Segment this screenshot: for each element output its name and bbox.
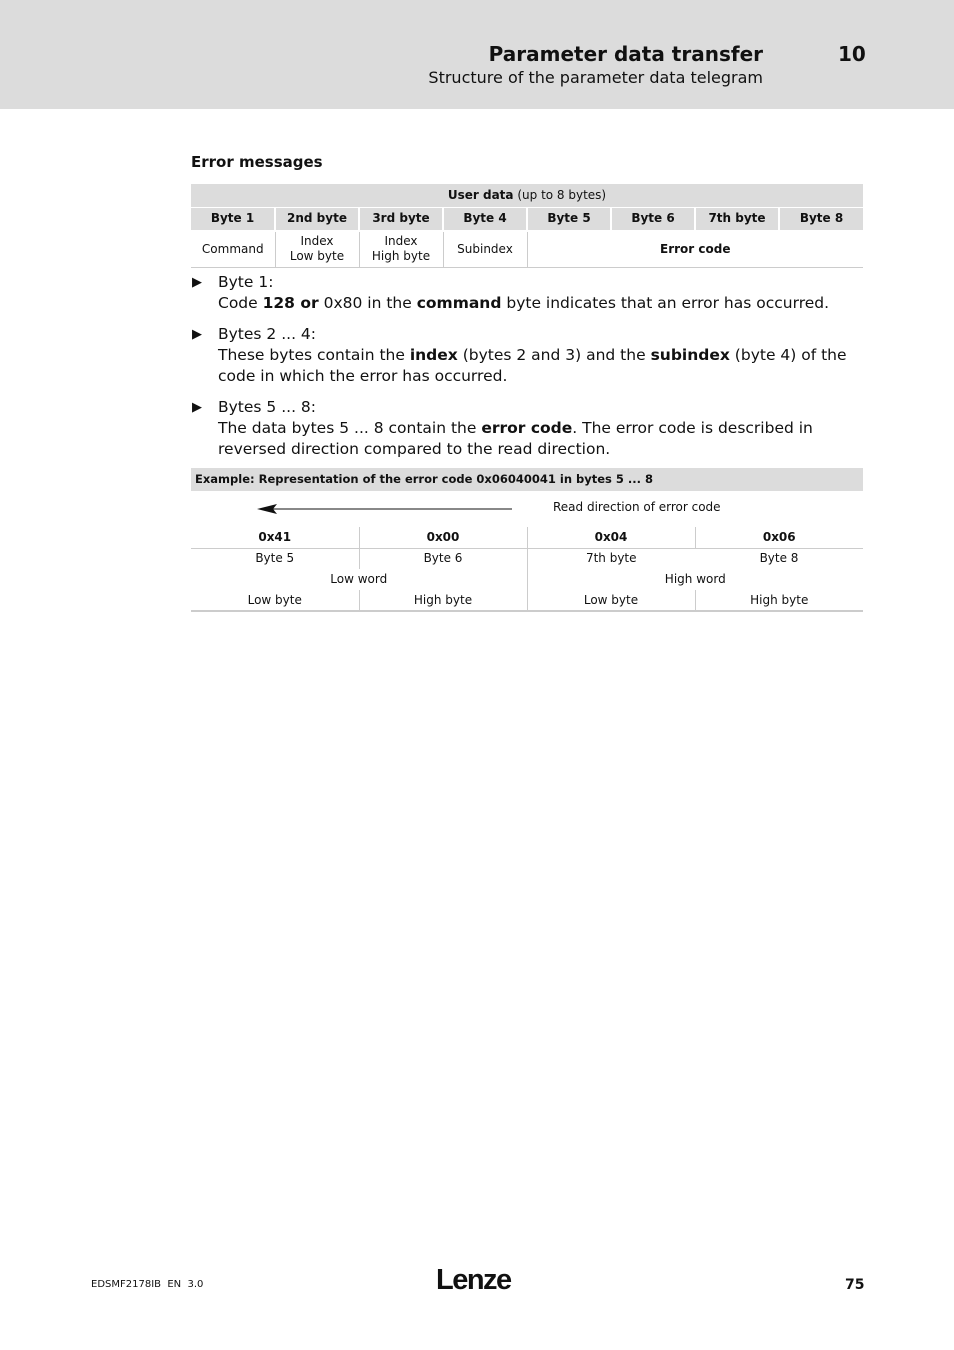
hex-value: 0x00 xyxy=(359,527,527,548)
triangle-bullet-icon: ▶ xyxy=(192,275,202,290)
example-bar: Example: Representation of the error code 0x06040041 in bytes 5 ... 8 xyxy=(191,468,863,491)
column-header: 2nd byte xyxy=(275,207,359,230)
page-number: 75 xyxy=(845,1277,865,1293)
list-item: ▶ Bytes 2 ... 4: These bytes contain the index (bytes 2 and 3) and the subindex (byte 4) of the code in which the error has occurred. xyxy=(192,325,847,385)
byte-label: 7th byte xyxy=(527,548,695,569)
column-header: Byte 5 xyxy=(527,207,611,230)
column-header: Byte 4 xyxy=(443,207,527,230)
error-code-example-table xyxy=(191,527,863,612)
chapter-title: Parameter data transfer xyxy=(488,42,763,66)
word-label: Low word xyxy=(330,572,388,586)
column-header: Byte 1 xyxy=(191,207,275,230)
cell-index-high: Index High byte xyxy=(359,232,443,267)
cell-subindex: Subindex xyxy=(443,232,527,267)
read-direction-label: Read direction of error code xyxy=(553,500,721,514)
column-header: 7th byte xyxy=(695,207,779,230)
column-header: 3rd byte xyxy=(359,207,443,230)
hex-value: 0x41 xyxy=(191,527,359,548)
list-item: ▶ Bytes 5 ... 8: The data bytes 5 ... 8 contain the error code. The error code is described in reversed direction compared to the read direction. xyxy=(192,398,813,458)
column-header: Byte 8 xyxy=(779,207,863,230)
byte-order-label: Low byte xyxy=(191,590,359,611)
header-band xyxy=(0,0,954,109)
arrow-left-icon xyxy=(257,500,512,518)
byte-label: Byte 5 xyxy=(255,551,295,566)
byte-label: Byte 6 xyxy=(359,548,527,569)
triangle-bullet-icon: ▶ xyxy=(192,327,202,342)
section-subtitle: Structure of the parameter data telegram xyxy=(428,68,763,87)
word-label: High word xyxy=(527,569,863,590)
table-caption: User data (up to 8 bytes) xyxy=(191,184,863,207)
chapter-number: 10 xyxy=(838,42,866,66)
cell-command: Command xyxy=(191,232,275,267)
cell-error-code: Error code xyxy=(527,232,863,267)
column-header: Byte 6 xyxy=(611,207,695,230)
user-data-table xyxy=(191,184,863,268)
byte-order-label: Low byte xyxy=(527,590,695,611)
hex-value: 0x06 xyxy=(695,527,863,548)
bullet-list xyxy=(191,272,863,470)
byte-order-label: High byte xyxy=(695,590,863,611)
lenze-logo xyxy=(436,1262,514,1296)
hex-value: 0x04 xyxy=(527,527,695,548)
cell-index-low: Index Low byte xyxy=(275,232,359,267)
document-id: EDSMF2178IB EN 3.0 xyxy=(91,1279,204,1290)
svg-text:Lenze: Lenze xyxy=(436,1264,511,1296)
list-item: ▶ Byte 1: Code 128 or 0x80 in the command byte indicates that an error has occurred. xyxy=(192,273,830,312)
byte-label: Byte 8 xyxy=(759,551,799,566)
section-heading: Error messages xyxy=(191,153,323,171)
byte-order-label: High byte xyxy=(359,590,527,611)
triangle-bullet-icon: ▶ xyxy=(192,400,202,415)
